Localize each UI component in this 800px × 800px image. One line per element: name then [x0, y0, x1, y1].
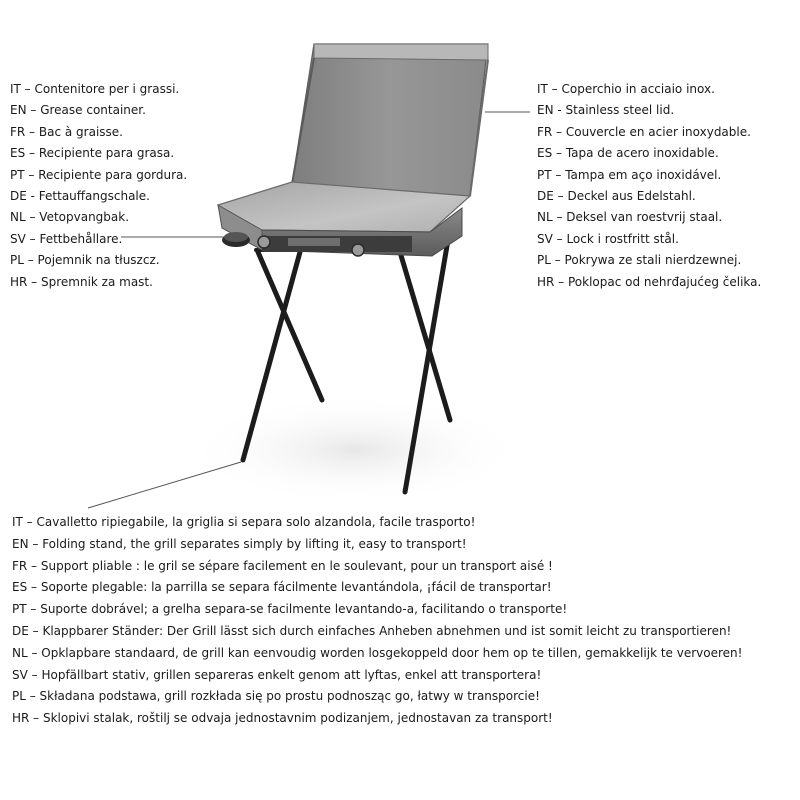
- lid-label-en: EN - Stainless steel lid.: [537, 103, 675, 118]
- lid-label-hr: HR – Poklopac od nehrđajućeg čelika.: [537, 274, 762, 289]
- stand-label-en: EN – Folding stand, the grill separates simply by lifting it, easy to transport!: [12, 536, 467, 551]
- stand-label-nl: NL – Opklapbare standaard, de grill kan eenvoudig worden losgekoppeld door hem op te tillen, gemakkelijk te vervoeren!: [12, 645, 743, 660]
- lid-label-pl: PL – Pokrywa ze stali nierdzewnej.: [537, 253, 742, 268]
- stand-label-sv: SV – Hopfällbart stativ, grillen separeras enkelt genom att lyftas, enkel att transportera!: [12, 667, 542, 682]
- stand-label-it: IT – Cavalletto ripiegabile, la griglia si separa solo alzandola, facile trasporto!: [12, 515, 476, 529]
- grease-label-en: EN – Grease container.: [10, 103, 146, 118]
- lid-label-it: IT – Coperchio in acciaio inox.: [537, 82, 715, 96]
- grease-label-hr: HR – Spremnik za mast.: [10, 274, 153, 289]
- grease-container-callout: [10, 79, 187, 293]
- stand-label-pt: PT – Suporte dobrável; a grelha separa-se facilmente levantando-a, facilitando o transporte!: [12, 602, 568, 617]
- stand-callout: [12, 512, 742, 730]
- stand-label-es: ES – Soporte plegable: la parrilla se separa fácilmente levantándola, ¡fácil de transportar!: [12, 580, 552, 595]
- grease-label-fr: FR – Bac à graisse.: [10, 124, 123, 139]
- lid-label-de: DE – Deckel aus Edelstahl.: [537, 188, 696, 203]
- lid-label-sv: SV – Lock i rostfritt stål.: [537, 231, 679, 246]
- stand-label-hr: HR – Sklopivi stalak, roštilj se odvaja jednostavnim podizanjem, jednostavan za transport!: [12, 711, 553, 726]
- stand-label-de: DE – Klappbarer Ständer: Der Grill lässt sich durch einfaches Anheben abnehmen und ist somit leicht zu transportieren!: [12, 623, 732, 638]
- grease-label-pl: PL – Pojemnik na tłuszcz.: [10, 253, 160, 268]
- grease-label-it: IT – Contenitore per i grassi.: [10, 82, 180, 96]
- stand-label-pl: PL – Składana podstawa, grill rozkłada się po prostu podnosząc go, łatwy w transporcie!: [12, 689, 540, 704]
- lid-label-nl: NL – Deksel van roestvrij staal.: [537, 210, 723, 225]
- grease-label-es: ES – Recipiente para grasa.: [10, 146, 175, 161]
- lid-label-pt: PT – Tampa em aço inoxidável.: [537, 167, 722, 182]
- right-knob: [352, 244, 364, 256]
- grease-label-nl: NL – Vetopvangbak.: [10, 210, 130, 225]
- grease-container: [222, 232, 250, 247]
- stand-label-fr: FR – Support pliable : le gril se sépare facilement en le soulevant, pour un transport aisé !: [12, 558, 553, 573]
- grease-label-de: DE - Fettauffangschale.: [10, 188, 150, 203]
- lid-callout: [537, 79, 761, 293]
- stainless-lid: [292, 44, 488, 196]
- grease-label-sv: SV – Fettbehållare.: [10, 231, 123, 246]
- left-knob: [258, 236, 270, 248]
- lid-label-es: ES – Tapa de acero inoxidable.: [537, 146, 719, 161]
- floor-shadow: [185, 395, 525, 505]
- lid-label-fr: FR – Couvercle en acier inoxydable.: [537, 124, 751, 139]
- grease-label-pt: PT – Recipiente para gordura.: [10, 167, 188, 182]
- stand-callout-line: [88, 462, 241, 508]
